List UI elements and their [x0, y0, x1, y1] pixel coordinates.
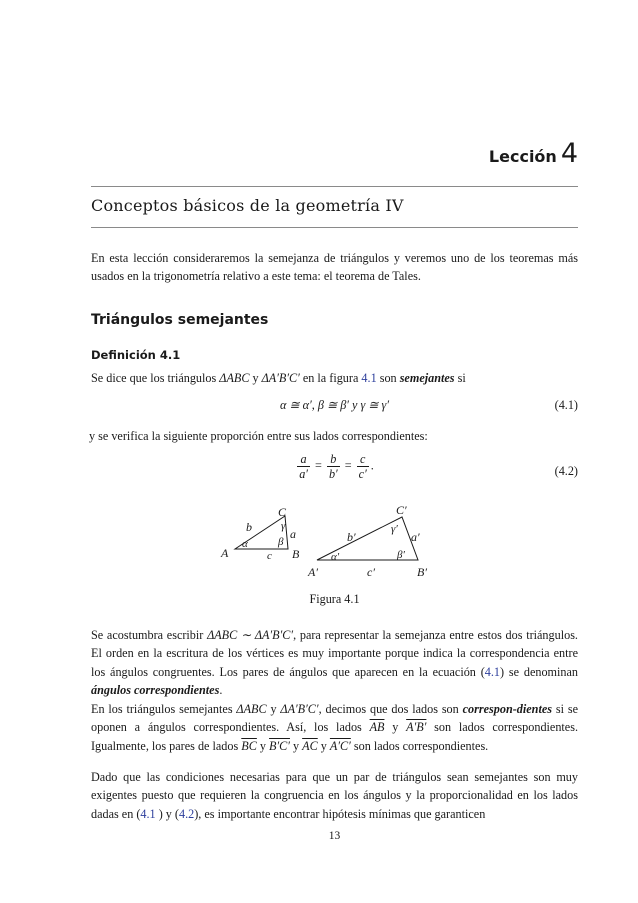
- term-angulos-correspondientes: ángulos correspondientes: [91, 682, 220, 697]
- equation-body: α ≅ α′, β ≅ β′ y γ ≅ γ′: [279, 398, 390, 412]
- definition-text: [91, 369, 578, 387]
- text-span: Se dice que los triángulos: [91, 371, 220, 385]
- equation-link[interactable]: 4.1: [484, 664, 501, 679]
- segment-bc-prime: B′C′: [269, 738, 290, 753]
- term-correspondientes: correspon-dientes: [462, 702, 552, 716]
- text-span: y: [317, 738, 330, 753]
- page-number: 13: [328, 830, 341, 842]
- figure-caption: Figura 4.1: [309, 592, 360, 606]
- text-span: si: [454, 371, 466, 385]
- small-angle-gamma: γ: [281, 520, 286, 532]
- small-side-a: a: [290, 527, 296, 541]
- text-span: Dado que las condiciones necesarias para que un par de triángulos sean semejantes son muy exigentes puesto que requieren la congruencia en los ángulos y la proporcionalidad en los lados dadas en (: [91, 770, 578, 821]
- numerator: b: [327, 452, 340, 467]
- intro-paragraph: En esta lección consideraremos la semejanza de triángulos y veremos uno de los teoremas más usados en la trigonometría relativo a este tema: el teorema de Tales.: [91, 251, 578, 284]
- triangle-abc: ΔABC: [236, 702, 267, 716]
- large-vertex-b: B′: [417, 565, 427, 579]
- large-angle-alpha: α′: [331, 551, 340, 563]
- fraction-b: [327, 452, 340, 481]
- large-angle-gamma: γ′: [391, 523, 398, 535]
- proportion-intro: y se verifica la siguiente proporción entre sus lados correspondientes:: [89, 429, 428, 443]
- large-vertex-a: A′: [308, 565, 318, 579]
- text-span: y: [289, 738, 303, 753]
- similarity-expression: ΔABC ∼ ΔA′B′C′: [207, 628, 294, 642]
- triangle-abc-prime: ΔA′B′C′: [280, 702, 319, 716]
- section-title: Triángulos semejantes: [91, 312, 269, 328]
- text-span: son lados correspondientes.: [350, 738, 489, 753]
- top-rule: [91, 186, 578, 187]
- equation-number: (4.1): [554, 398, 578, 412]
- numerator: a: [297, 452, 310, 467]
- text-span: .: [219, 682, 223, 697]
- similar-triangles-figure: [210, 498, 450, 580]
- small-angle-beta: β: [278, 536, 284, 548]
- title-rule: [91, 227, 578, 228]
- segment-ab: $\overline{AB}$: [369, 720, 385, 735]
- term-semejantes: semejantes: [399, 371, 455, 385]
- text-span: ), es importante encontrar hipótesis mínimas que garanticen: [194, 806, 486, 821]
- text-span: ) se denominan: [500, 664, 579, 679]
- figure-link[interactable]: 4.1: [361, 371, 377, 385]
- large-angle-beta: β′: [397, 549, 405, 561]
- equation-4-2: [91, 452, 578, 492]
- equation-link[interactable]: 4.1: [140, 806, 156, 821]
- fraction-a: [297, 452, 310, 481]
- equation-body: [91, 452, 578, 481]
- text-span: son lados correspondientes. Igualmente, los pares de lados: [91, 720, 579, 753]
- large-side-a: a′: [411, 530, 420, 544]
- text-span: y: [256, 738, 270, 753]
- text-span: , para representar la semejanza entre estos dos triángulos. El orden en la escritura de los vértices es muy importante porque indica la correspondencia entre los ángulos congruentes. Los pares de ángulos que aparecen en la ecuación (: [91, 628, 578, 679]
- lesson-label: Lección: [488, 147, 557, 166]
- segment-bc: $\overline{BC}$: [241, 738, 257, 753]
- segment-ab-prime: A′B′: [406, 720, 427, 735]
- numerator: c: [357, 452, 369, 467]
- small-vertex-c: C: [278, 505, 287, 519]
- conditions-paragraph: [91, 768, 578, 823]
- text-span: ) y (: [155, 806, 179, 821]
- large-side-b: b′: [347, 530, 356, 544]
- segment-ac-prime: A′C′: [329, 738, 351, 753]
- equation-number: (4.2): [554, 464, 578, 478]
- denominator: a′: [299, 467, 308, 481]
- equals-sign: =: [344, 458, 352, 473]
- text-span: si se oponen a ángulos correspondientes. Así, los lados: [91, 702, 578, 735]
- text-span: y: [249, 371, 262, 385]
- text-span: en la figura: [299, 371, 362, 385]
- large-vertex-c: C′: [396, 503, 407, 517]
- text-span: , decimos que dos lados son: [318, 702, 463, 716]
- small-side-b: b: [246, 520, 252, 534]
- triangle-abc-prime: ΔA′B′C′: [261, 371, 300, 385]
- segment-ac: $\overline{AC}$: [302, 738, 318, 753]
- denominator: c′: [358, 467, 367, 481]
- lesson-header: [489, 138, 578, 169]
- small-vertex-b: B: [292, 547, 300, 561]
- equals-sign: =: [315, 458, 322, 473]
- text-span: En los triángulos semejantes: [91, 702, 237, 716]
- denominator: b′: [328, 467, 338, 481]
- small-side-c: c: [267, 550, 272, 562]
- fraction-c: [357, 452, 369, 481]
- period: .: [370, 458, 374, 473]
- text-span: y: [266, 702, 281, 716]
- sides-paragraph: [91, 700, 578, 755]
- small-angle-alpha: α: [242, 538, 248, 550]
- large-side-c: c′: [367, 565, 375, 579]
- text-span: Se acostumbra escribir: [91, 628, 208, 642]
- triangle-abc: ΔABC: [219, 371, 250, 385]
- notation-paragraph: [91, 626, 578, 699]
- text-span: y: [384, 720, 407, 735]
- definition-title: Definición 4.1: [91, 348, 181, 362]
- chapter-title: Conceptos básicos de la geometría IV: [91, 196, 404, 215]
- small-vertex-a: A: [221, 546, 229, 560]
- lesson-number: 4: [560, 138, 578, 169]
- text-span: son: [376, 371, 400, 385]
- equation-link[interactable]: 4.2: [179, 806, 195, 821]
